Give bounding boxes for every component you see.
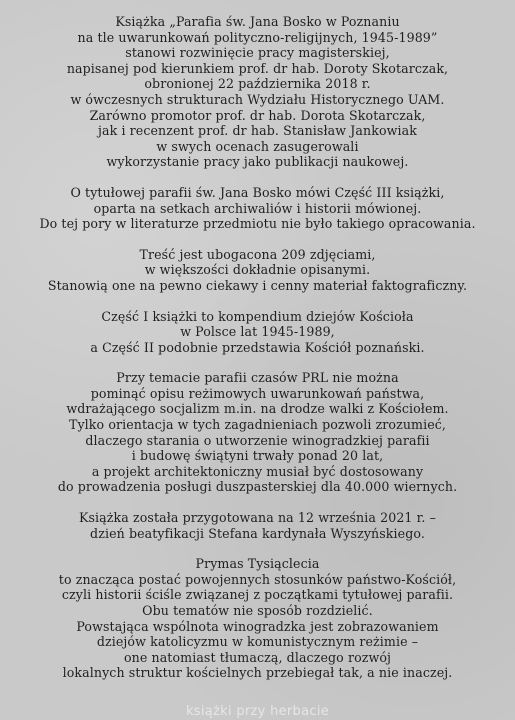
text-line: Stanowią one na pewno ciekawy i cenny materiał faktograficzny. <box>47 277 468 293</box>
text-line: dziejów katolicyzmu w komunistycznym reżimie – <box>96 634 419 650</box>
paragraph-beatification <box>0 510 515 541</box>
text-line: oparta na setkach archiwaliów i historii mówionej. <box>93 200 422 216</box>
watermark: książki przy herbacie <box>185 704 330 719</box>
text-line: wykorzystanie pracy jako publikacji naukowej. <box>106 154 409 170</box>
text-line: wdrażającego socjalizm m.in. na drodze walki z Kościołem. <box>66 401 449 417</box>
text-line: Treść jest ubogacona 209 zdjęciami, <box>139 246 376 262</box>
text-line: Książka została przygotowana na 12 września 2021 r. – <box>78 510 436 526</box>
text-line: Obu tematów nie sposób rozdzielić. <box>142 603 373 618</box>
text-line: Do tej pory w literaturze przedmiotu nie było takiego opracowania. <box>39 216 476 232</box>
text-line: a Część II podobnie przedstawia Kościół poznański. <box>90 339 425 355</box>
text-line: dlaczego starania o utworzenie winogradzkiej parafii <box>85 432 430 448</box>
text-line: Książka „Parafia św. Jana Bosko w Poznaniu <box>115 14 400 29</box>
text-line: Tylko orientacja w tych zagadnieniach pozwoli zrozumieć, <box>68 417 447 433</box>
text-line: Przy temacie parafii czasów PRL nie można <box>116 370 399 386</box>
text-line: Zarówno promotor prof. dr hab. Dorota Skotarczak, <box>89 107 426 123</box>
text-line: Prymas Tysiąclecia <box>195 556 320 572</box>
cover-text <box>0 14 515 696</box>
text-line: czyli historii ściśle związanej z początkami tytułowej parafii. <box>61 587 454 603</box>
paragraph-about-book <box>0 14 515 170</box>
text-line: jak i recenzent prof. dr hab. Stanisław Jankowiak <box>98 123 417 139</box>
text-line: i budowę świątyni trwały ponad 20 lat, <box>131 448 384 464</box>
text-line: w swych ocenach zasugerowali <box>156 138 359 154</box>
text-line: lokalnych struktur kościelnych przebiegał tak, a nie inaczej. <box>62 665 453 681</box>
text-line: do prowadzenia posługi duszpasterskiej dla 40.000 wiernych. <box>57 479 458 495</box>
text-line: obronionej 22 października 2018 r. <box>144 76 371 92</box>
paragraph-primate <box>0 556 515 681</box>
text-line: dzień beatyfikacji Stefana kardynała Wyszyńskiego. <box>90 525 425 541</box>
text-line: O tytułowej parafii św. Jana Bosko mówi Część III książki, <box>70 184 445 200</box>
text-line: w Polsce lat 1945-1989, <box>180 324 335 340</box>
text-line: to znacząca postać powojennych stosunków państwo-Kościół, <box>58 571 457 587</box>
text-line: stanowi rozwinięcie pracy magisterskiej, <box>125 45 390 61</box>
paragraph-parts-one-two <box>0 309 515 356</box>
text-line: na tle uwarunkowań polityczno-religijnych, 1945-1989” <box>77 29 438 45</box>
paragraph-prl-context <box>0 370 515 495</box>
paragraph-photos <box>0 247 515 294</box>
text-line: w ówczesnych strukturach Wydziału Historycznego UAM. <box>70 91 445 107</box>
text-line: pominąć opisu reżimowych uwarunkowań państwa, <box>90 385 425 401</box>
text-line: a projekt architektoniczny musiał być dostosowany <box>91 463 424 479</box>
text-line: one natomiast tłumaczą, dlaczego rozwój <box>123 649 392 665</box>
paragraph-part-three <box>0 185 515 232</box>
text-line: Powstająca wspólnota winogradzka jest zobrazowaniem <box>76 618 439 634</box>
text-line: Część I książki to kompendium dziejów Kościoła <box>101 308 414 324</box>
text-line: napisanej pod kierunkiem prof. dr hab. Doroty Skotarczak, <box>66 60 449 76</box>
text-line: w większości dokładnie opisanymi. <box>144 262 371 278</box>
